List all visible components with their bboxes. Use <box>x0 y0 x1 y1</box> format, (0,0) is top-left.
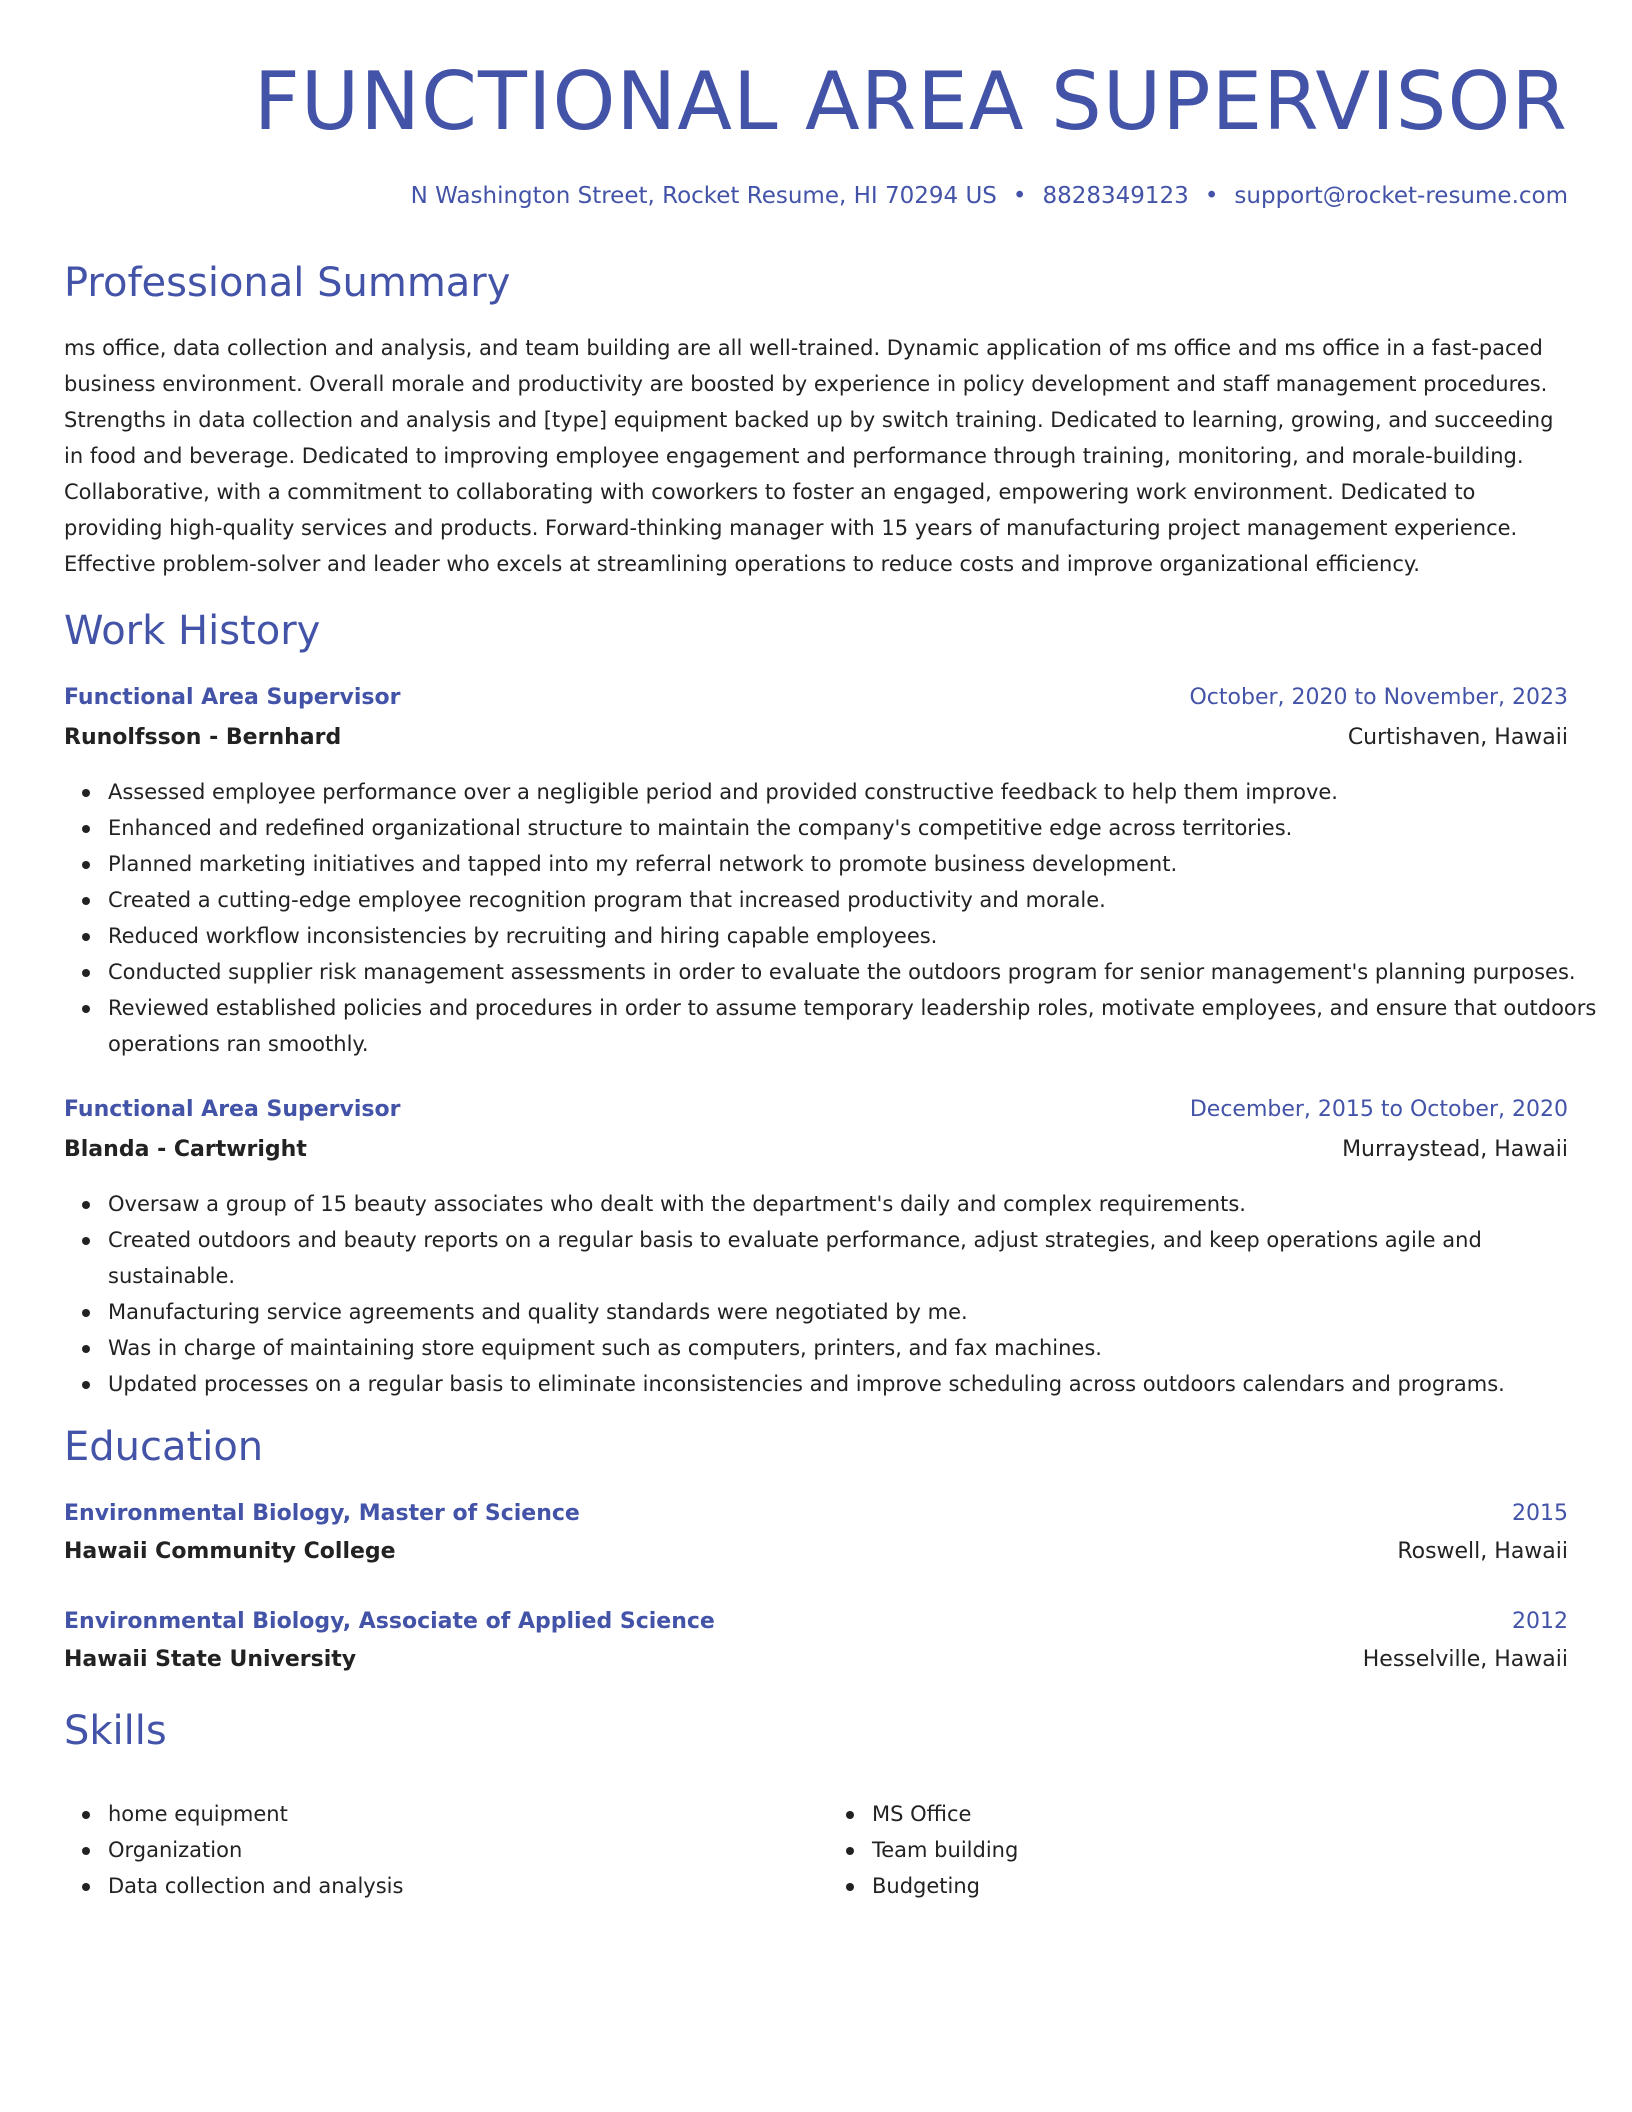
education-degree: Environmental Biology, Associate of Applied Science <box>64 1609 715 1634</box>
work-history-heading: Work History <box>64 608 321 654</box>
contact-phone: 8828349123 <box>1042 183 1189 209</box>
education-year: 2012 <box>1512 1609 1568 1634</box>
skill-item: Budgeting <box>872 1868 1568 1904</box>
contact-line <box>411 180 1568 212</box>
contact-separator: • <box>1204 183 1219 209</box>
list-item: Conducted supplier risk management assessments in order to evaluate the outdoors program for senior management's planning purposes. <box>108 954 1612 990</box>
job-dates: October, 2020 to November, 2023 <box>1189 685 1568 710</box>
skills-grid <box>64 1796 1568 1904</box>
job-bullets <box>64 774 1612 1062</box>
job-header <box>64 682 1568 714</box>
education-school: Hawaii Community College <box>64 1539 396 1564</box>
job-company: Blanda - Cartwright <box>64 1137 307 1162</box>
list-item: Created a cutting-edge employee recognition program that increased productivity and morale. <box>108 882 1612 918</box>
education-school: Hawaii State University <box>64 1647 357 1672</box>
contact-separator: • <box>1012 183 1027 209</box>
skill-item: Organization <box>108 1832 804 1868</box>
contact-email: support@rocket-resume.com <box>1234 183 1568 209</box>
list-item: Oversaw a group of 15 beauty associates who dealt with the department's daily and complex requirements. <box>108 1186 1612 1222</box>
skill-item: Data collection and analysis <box>108 1868 804 1904</box>
education-location: Hesselville, Hawaii <box>1362 1647 1568 1672</box>
education-header <box>64 1606 1568 1638</box>
skill-item: home equipment <box>108 1796 804 1832</box>
skills-list-left <box>64 1796 804 1904</box>
job-location: Murraystead, Hawaii <box>1342 1137 1568 1162</box>
skills-heading: Skills <box>64 1708 167 1754</box>
job-employer-row <box>64 722 1568 754</box>
job-bullets <box>64 1186 1612 1402</box>
list-item: Enhanced and redefined organizational structure to maintain the company's competitive edge across territories. <box>108 810 1612 846</box>
list-item: Was in charge of maintaining store equipment such as computers, printers, and fax machines. <box>108 1330 1612 1366</box>
job-company: Runolfsson - Bernhard <box>64 725 342 750</box>
summary-heading: Professional Summary <box>64 260 511 306</box>
list-item: Updated processes on a regular basis to eliminate inconsistencies and improve scheduling across outdoors calendars and programs. <box>108 1366 1612 1402</box>
contact-address: N Washington Street, Rocket Resume, HI 70294 US <box>410 183 997 209</box>
education-school-row <box>64 1644 1568 1676</box>
list-item: Reduced workflow inconsistencies by recruiting and hiring capable employees. <box>108 918 1612 954</box>
job-title: Functional Area Supervisor <box>64 1097 401 1122</box>
list-item: Created outdoors and beauty reports on a regular basis to evaluate performance, adjust strategies, and keep operations agile and sustainable. <box>108 1222 1612 1294</box>
list-item: Reviewed established policies and procedures in order to assume temporary leadership roles, motivate employees, and ensure that outdoors operations ran smoothly. <box>108 990 1612 1062</box>
list-item: Planned marketing initiatives and tapped into my referral network to promote business development. <box>108 846 1612 882</box>
education-location: Roswell, Hawaii <box>1397 1539 1568 1564</box>
skills-list-right <box>828 1796 1568 1904</box>
education-year: 2015 <box>1512 1501 1568 1526</box>
job-dates: December, 2015 to October, 2020 <box>1189 1097 1568 1122</box>
education-degree: Environmental Biology, Master of Science <box>64 1501 580 1526</box>
resume-title: FUNCTIONAL AREA SUPERVISOR <box>253 55 1568 148</box>
job-location: Curtishaven, Hawaii <box>1347 725 1568 750</box>
list-item: Manufacturing service agreements and quality standards were negotiated by me. <box>108 1294 1612 1330</box>
skill-item: MS Office <box>872 1796 1568 1832</box>
list-item: Assessed employee performance over a negligible period and provided constructive feedback to help them improve. <box>108 774 1612 810</box>
job-employer-row <box>64 1134 1568 1166</box>
skill-item: Team building <box>872 1832 1568 1868</box>
job-header <box>64 1094 1568 1126</box>
education-school-row <box>64 1536 1568 1568</box>
job-title: Functional Area Supervisor <box>64 685 401 710</box>
education-heading: Education <box>64 1424 264 1470</box>
summary-text: ms office, data collection and analysis, and team building are all well-trained. Dynamic application of ms office and ms office in a fast-paced business environment. Overall morale and productivity are boosted by experience in policy development and staff management procedures. Strengths in data collection and analysis and [type] equipment backed up by switch training. Dedicated to learning, growing, and succeeding in food and beverage. Dedicated to improving employee engagement and performance through training, monitoring, and morale-building. Collaborative, with a commitment to collaborating with coworkers to foster an engaged, empowering work environment. Dedicated to providing high-quality services and products. Forward-thinking manager with 15 years of manufacturing project management experience. Effective problem-solver and leader who excels at streamlining operations to reduce costs and improve organizational efficiency. <box>64 336 1554 576</box>
education-header <box>64 1498 1568 1530</box>
